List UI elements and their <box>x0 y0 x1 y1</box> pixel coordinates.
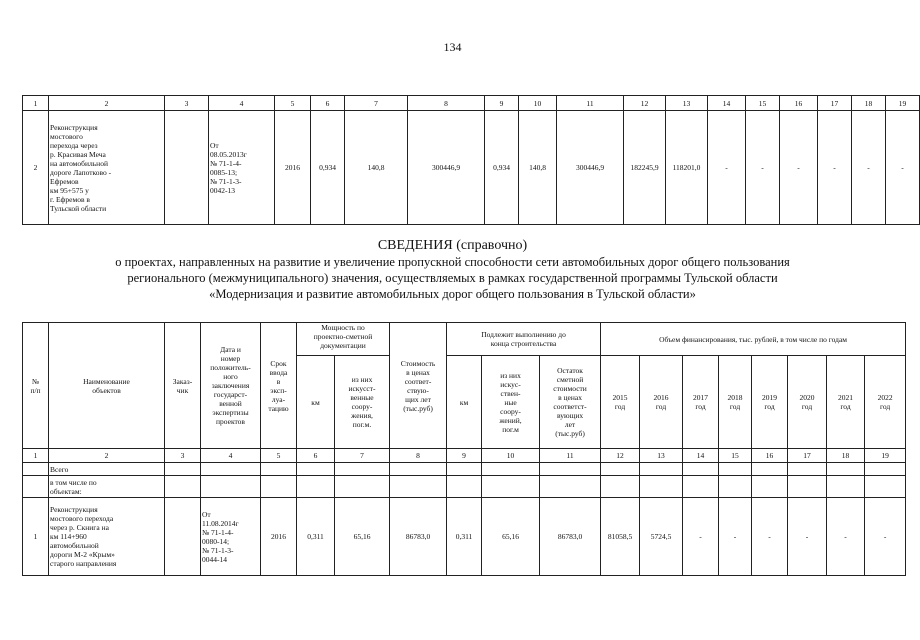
header-year-2020: 2020 год <box>788 356 827 449</box>
object-name: Реконструкция мостового перехода через р. Скнига на км 114+960 автомобильной дороги М-2 «Крым» старого направления <box>49 498 165 576</box>
header-bridge-remaining: из них искус- ствен- ные соору- жений, пог.м <box>482 356 540 449</box>
header-km-remaining: км <box>447 356 482 449</box>
empty-cell <box>201 463 261 476</box>
empty-cell <box>165 463 201 476</box>
including-label: в том числе по объектам: <box>49 476 165 498</box>
empty-cell <box>261 476 297 498</box>
header-year-2019: 2019 год <box>752 356 788 449</box>
cost-cell: 86783,0 <box>390 498 447 576</box>
year-2016-cell: 5724,5 <box>640 498 683 576</box>
empty-cell <box>683 463 719 476</box>
year-2019-cell: - <box>752 498 788 576</box>
col-number-16: 16 <box>780 96 818 111</box>
empty-cell <box>719 463 752 476</box>
col-number-2: 2 <box>49 96 165 111</box>
header-year-2022: 2022 год <box>865 356 906 449</box>
empty-cell <box>752 476 788 498</box>
col-number-5: 5 <box>275 96 311 111</box>
year-2020-cell: - <box>818 111 852 225</box>
col-number-12: 12 <box>624 96 666 111</box>
km-cell: 0,934 <box>311 111 345 225</box>
table-row <box>23 498 906 576</box>
remaining-cost-cell: 86783,0 <box>540 498 601 576</box>
col-number-7: 7 <box>345 96 408 111</box>
column-numbers-row <box>23 449 906 463</box>
document-subtitle-line-3: «Модернизация и развитие автомобильных дорог общего пользования в Тульской области» <box>209 287 696 301</box>
projects-table <box>22 322 906 576</box>
empty-cell <box>447 463 482 476</box>
col-number-1: 1 <box>23 449 49 463</box>
row-number: 1 <box>23 498 49 576</box>
empty-cell <box>390 476 447 498</box>
empty-cell <box>827 476 865 498</box>
customer-cell <box>165 111 209 225</box>
header-year-2015: 2015 год <box>601 356 640 449</box>
col-number-7: 7 <box>335 449 390 463</box>
year-2019-cell: - <box>780 111 818 225</box>
year-2018-cell: - <box>719 498 752 576</box>
km-cell: 0,311 <box>297 498 335 576</box>
km-remaining-cell: 0,311 <box>447 498 482 576</box>
header-cost: Стоимость в ценах соответ- ствую- щих лет (тыс.руб) <box>390 323 447 449</box>
remaining-cost-cell: 300446,9 <box>557 111 624 225</box>
header-row-1 <box>23 323 906 356</box>
year-2018-cell: - <box>746 111 780 225</box>
empty-cell <box>640 476 683 498</box>
document-subtitle-line-1: о проектах, направленных на развитие и увеличение пропускной способности сети автомобильных дорог общего пользования <box>115 255 790 269</box>
header-term: Срок ввода в эксп- луа- тацию <box>261 323 297 449</box>
empty-cell <box>640 463 683 476</box>
col-number-13: 13 <box>640 449 683 463</box>
col-number-18: 18 <box>852 96 886 111</box>
header-object-name: Наименование объектов <box>49 323 165 449</box>
empty-cell <box>335 463 390 476</box>
bridge-cell: 140,8 <box>345 111 408 225</box>
col-number-18: 18 <box>827 449 865 463</box>
page-number: 134 <box>443 40 462 54</box>
empty-cell <box>540 463 601 476</box>
col-number-9: 9 <box>447 449 482 463</box>
empty-cell <box>447 476 482 498</box>
including-row <box>23 476 906 498</box>
empty-cell <box>165 476 201 498</box>
col-number-19: 19 <box>865 449 906 463</box>
empty-cell <box>719 476 752 498</box>
year-2021-cell: - <box>827 498 865 576</box>
col-number-13: 13 <box>666 96 708 111</box>
bridge-remaining-cell: 140,8 <box>519 111 557 225</box>
empty-cell <box>540 476 601 498</box>
year-2015-cell: 81058,5 <box>601 498 640 576</box>
header-remaining-cost: Остаток сметной стоимости в ценах соответст- вующих лет (тыс.руб) <box>540 356 601 449</box>
document-title: СВЕДЕНИЯ (справочно) <box>377 238 528 253</box>
empty-cell <box>788 476 827 498</box>
header-year-2017: 2017 год <box>683 356 719 449</box>
col-number-3: 3 <box>165 96 209 111</box>
empty-cell <box>752 463 788 476</box>
col-number-10: 10 <box>482 449 540 463</box>
empty-cell <box>683 476 719 498</box>
header-numbers-row <box>23 96 920 111</box>
object-name: Реконструкция мостового перехода через р. Красивая Меча на автомобильной дороге Лапотково - Ефремов км 95+575 у г. Ефремов в Тульской области <box>49 111 165 225</box>
col-number-5: 5 <box>261 449 297 463</box>
col-number-17: 17 <box>788 449 827 463</box>
col-number-6: 6 <box>311 96 345 111</box>
header-customer: Заказ- чик <box>165 323 201 449</box>
year-2022-cell: - <box>865 498 906 576</box>
bridge-cell: 65,16 <box>335 498 390 576</box>
year-2015-cell: 182245,9 <box>624 111 666 225</box>
col-number-1: 1 <box>23 96 49 111</box>
empty-cell <box>482 463 540 476</box>
col-number-8: 8 <box>408 96 485 111</box>
year-2020-cell: - <box>788 498 827 576</box>
empty-cell <box>390 463 447 476</box>
expertise-cell: От 08.05.2013г № 71-1-4- 0085-13; № 71-1-3- 0042-13 <box>209 111 275 225</box>
year-2017-cell: - <box>683 498 719 576</box>
header-bridge: из них искусст- венные соору- жения, пог.м. <box>335 356 390 449</box>
empty-cell <box>201 476 261 498</box>
col-number-14: 14 <box>708 96 746 111</box>
empty-cell <box>23 463 49 476</box>
col-number-8: 8 <box>390 449 447 463</box>
year-2016-cell: 118201,0 <box>666 111 708 225</box>
term-cell: 2016 <box>275 111 311 225</box>
col-number-15: 15 <box>719 449 752 463</box>
empty-cell <box>297 463 335 476</box>
empty-cell <box>865 476 906 498</box>
col-number-17: 17 <box>818 96 852 111</box>
col-number-4: 4 <box>201 449 261 463</box>
total-label: Всего <box>49 463 165 476</box>
document-subtitle-line-2: регионального (межмуниципального) значения, осуществляемых в рамках государственной программы Тульской области <box>127 271 778 285</box>
document-title-block <box>20 238 885 302</box>
row-number: 2 <box>23 111 49 225</box>
empty-cell <box>297 476 335 498</box>
empty-cell <box>335 476 390 498</box>
year-2022-cell: - <box>886 111 920 225</box>
empty-cell <box>788 463 827 476</box>
total-row <box>23 463 906 476</box>
header-year-2016: 2016 год <box>640 356 683 449</box>
customer-cell <box>165 498 201 576</box>
table-row <box>23 111 920 225</box>
year-2017-cell: - <box>708 111 746 225</box>
year-2021-cell: - <box>852 111 886 225</box>
empty-cell <box>482 476 540 498</box>
km-remaining-cell: 0,934 <box>485 111 519 225</box>
header-km: км <box>297 356 335 449</box>
header-financing: Объем финансирования, тыс. рублей, в том числе по годам <box>601 323 906 356</box>
col-number-19: 19 <box>886 96 920 111</box>
empty-cell <box>865 463 906 476</box>
col-number-9: 9 <box>485 96 519 111</box>
col-number-11: 11 <box>540 449 601 463</box>
empty-cell <box>827 463 865 476</box>
col-number-4: 4 <box>209 96 275 111</box>
col-number-10: 10 <box>519 96 557 111</box>
header-capacity: Мощность по проектно-сметной документации <box>297 323 390 356</box>
col-number-16: 16 <box>752 449 788 463</box>
col-number-15: 15 <box>746 96 780 111</box>
col-number-6: 6 <box>297 449 335 463</box>
col-number-14: 14 <box>683 449 719 463</box>
continuation-table <box>22 95 920 225</box>
empty-cell <box>601 476 640 498</box>
term-cell: 2016 <box>261 498 297 576</box>
header-to-complete: Подлежит выполнению до конца строительства <box>447 323 601 356</box>
col-number-11: 11 <box>557 96 624 111</box>
empty-cell <box>261 463 297 476</box>
header-expertise: Дата и номер положитель- ного заключения государст- венной экспертизы проектов <box>201 323 261 449</box>
empty-cell <box>601 463 640 476</box>
empty-cell <box>23 476 49 498</box>
bridge-remaining-cell: 65,16 <box>482 498 540 576</box>
col-number-3: 3 <box>165 449 201 463</box>
header-number: № п/п <box>23 323 49 449</box>
col-number-12: 12 <box>601 449 640 463</box>
header-year-2018: 2018 год <box>719 356 752 449</box>
expertise-cell: От 11.08.2014г № 71-1-4- 0080-14; № 71-1-3- 0044-14 <box>201 498 261 576</box>
col-number-2: 2 <box>49 449 165 463</box>
header-year-2021: 2021 год <box>827 356 865 449</box>
cost-cell: 300446,9 <box>408 111 485 225</box>
